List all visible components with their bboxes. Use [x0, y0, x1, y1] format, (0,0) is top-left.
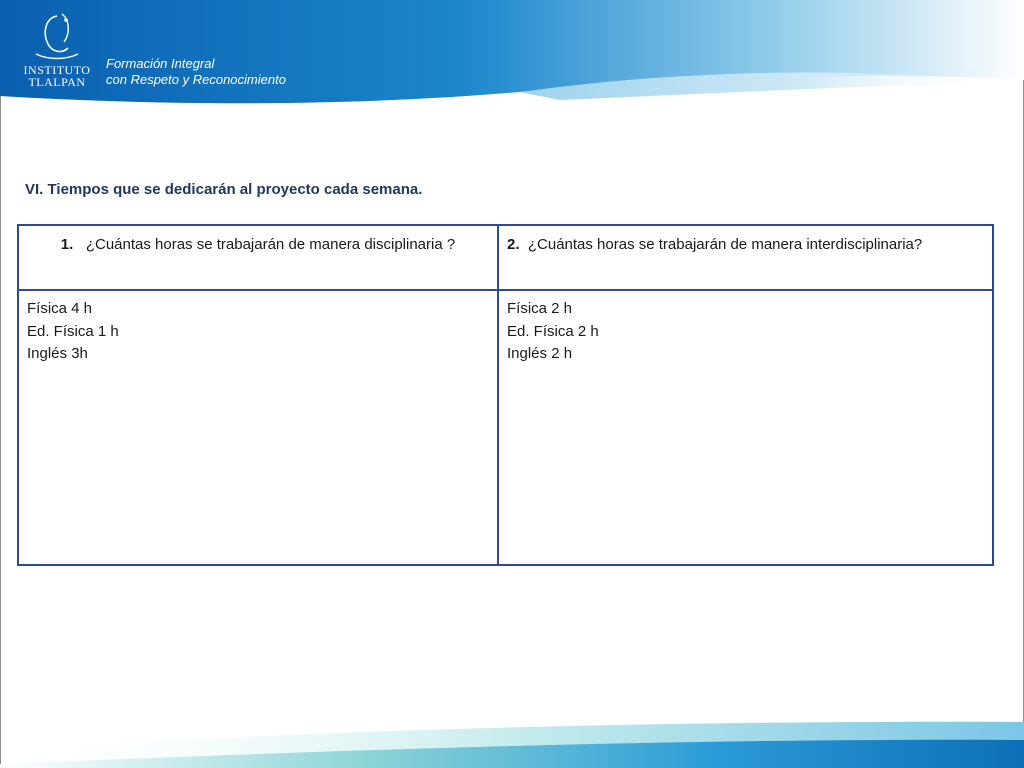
question-number: 1.: [60, 236, 74, 253]
logo-emblem-icon: [22, 10, 92, 62]
question-disciplinary: [18, 225, 498, 290]
tagline-line-1: Formación Integral: [106, 56, 215, 71]
list-item: Física 4 h: [27, 300, 93, 317]
table-header-row: [18, 225, 993, 290]
question-text: ¿Cuántas horas se trabajarán de manera interdisciplinaria?: [527, 236, 923, 253]
list-item: Ed. Física 1 h: [27, 322, 119, 340]
question-text: ¿Cuántas horas se trabajarán de manera disciplinaria ?: [85, 236, 456, 253]
question-number: 2.: [507, 236, 520, 253]
list-item: Física 2 h: [507, 300, 573, 317]
logo-text-tlalpan: TLALPAN: [28, 75, 86, 89]
list-item: Inglés 3h: [27, 345, 88, 362]
list-item: Inglés 2 h: [507, 345, 573, 362]
instituto-tlalpan-logo: [22, 10, 92, 90]
section-title: VI. Tiempos que se dedicarán al proyecto cada semana.: [25, 181, 423, 198]
question-interdisciplinary: [498, 225, 993, 290]
tagline-line-2: con Respeto y Reconocimiento: [106, 72, 286, 87]
table-row: [18, 290, 993, 565]
logo-text-instituto: INSTITUTO: [23, 63, 91, 77]
footer-wave: [0, 700, 1024, 768]
answer-disciplinary: [18, 290, 498, 565]
hours-table: [17, 224, 994, 566]
answer-interdisciplinary: [498, 290, 993, 565]
list-item: Ed. Física 2 h: [507, 322, 599, 340]
